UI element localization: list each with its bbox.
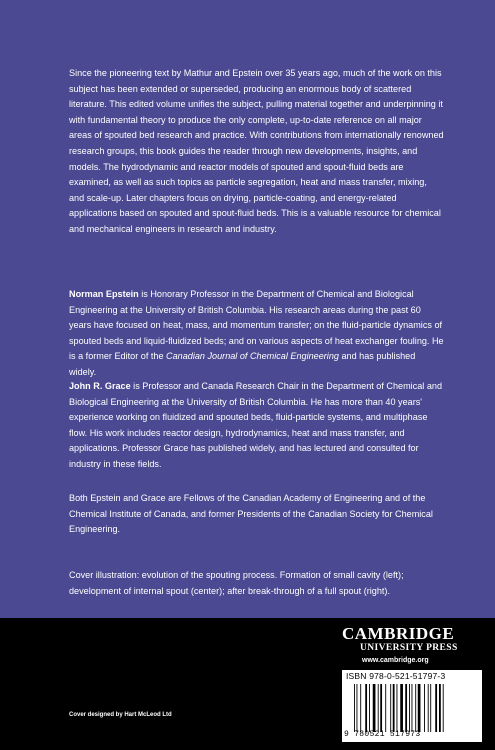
author-bio-text: is Honorary Professor in the Department of Chemical and Biological Engineering at the University of British Columbia. His research areas during the past 60 years have focused on heat, mass, and momentum transfer; on the fluid-particle dynamics of spouted beds and liquid-fluidized beds; and on various aspects of heat exchanger fouling. He is a former Editor of the <box>69 289 444 362</box>
author-name: John R. Grace <box>69 381 131 391</box>
isbn-label: ISBN 978-0-521-51797-3 <box>346 671 446 681</box>
publisher-url: www.cambridge.org <box>362 657 429 664</box>
author-bio-epstein <box>69 287 444 381</box>
author-bio-text: and has published widely. <box>69 351 416 377</box>
publisher-logo: CAMBRIDGE <box>342 624 455 643</box>
barcode-panel <box>342 670 482 742</box>
cover-credit: Cover designed by Hart McLeod Ltd <box>69 712 172 718</box>
publisher-press: UNIVERSITY PRESS <box>360 643 458 653</box>
author-name: Norman Epstein <box>69 289 139 299</box>
author-bio-grace <box>69 379 444 473</box>
cover-illustration-note: Cover illustration: evolution of the spouting process. Formation of small cavity (left); development of internal spout (center); after break-through of a full spout (right). <box>69 570 404 596</box>
fellows-statement: Both Epstein and Grace are Fellows of the Canadian Academy of Engineering and of the Chemical Institute of Canada, and former Presidents of the Canadian Society for Chemical Engineering. <box>69 493 433 535</box>
journal-title: Canadian Journal of Chemical Engineering <box>166 351 339 362</box>
book-description: Since the pioneering text by Mathur and Epstein over 35 years ago, much of the work on this subject has been extended or superseded, producing an enormous body of scattered literature. This edited volume unifies the subject, pulling material together and underpinning it with fundamental theory to produce the only complete, up-to-date reference on all major areas of spouted bed research and practice. With contributions from internationally renowned research groups, this book guides the reader through new developments, insights, and models. The hydrodynamic and reactor models of spouted and spout-fluid beds are examined, as well as such topics as particle segregation, heat and mass transfer, mixing, and scale-up. Later chapters focus on drying, particle-coating, and energy-related applications based on spouted and spout-fluid beds. This is a valuable resource for chemical and mechanical engineers in research and industry. <box>69 68 444 234</box>
barcode-icon <box>354 684 472 732</box>
barcode-number: 9 780521 517973 <box>344 730 421 739</box>
author-bio-text: is Professor and Canada Research Chair in the Department of Chemical and Biological Engineering at the University of British Columbia. He has more than 40 years' experience working on fluidized and spouted beds, fluid-particle systems, and multiphase flow. His work includes reactor design, hydrodynamics, heat and mass transfer, and applications. Professor Grace has published widely, and has lectured and consulted for industry in these fields. <box>69 381 443 469</box>
